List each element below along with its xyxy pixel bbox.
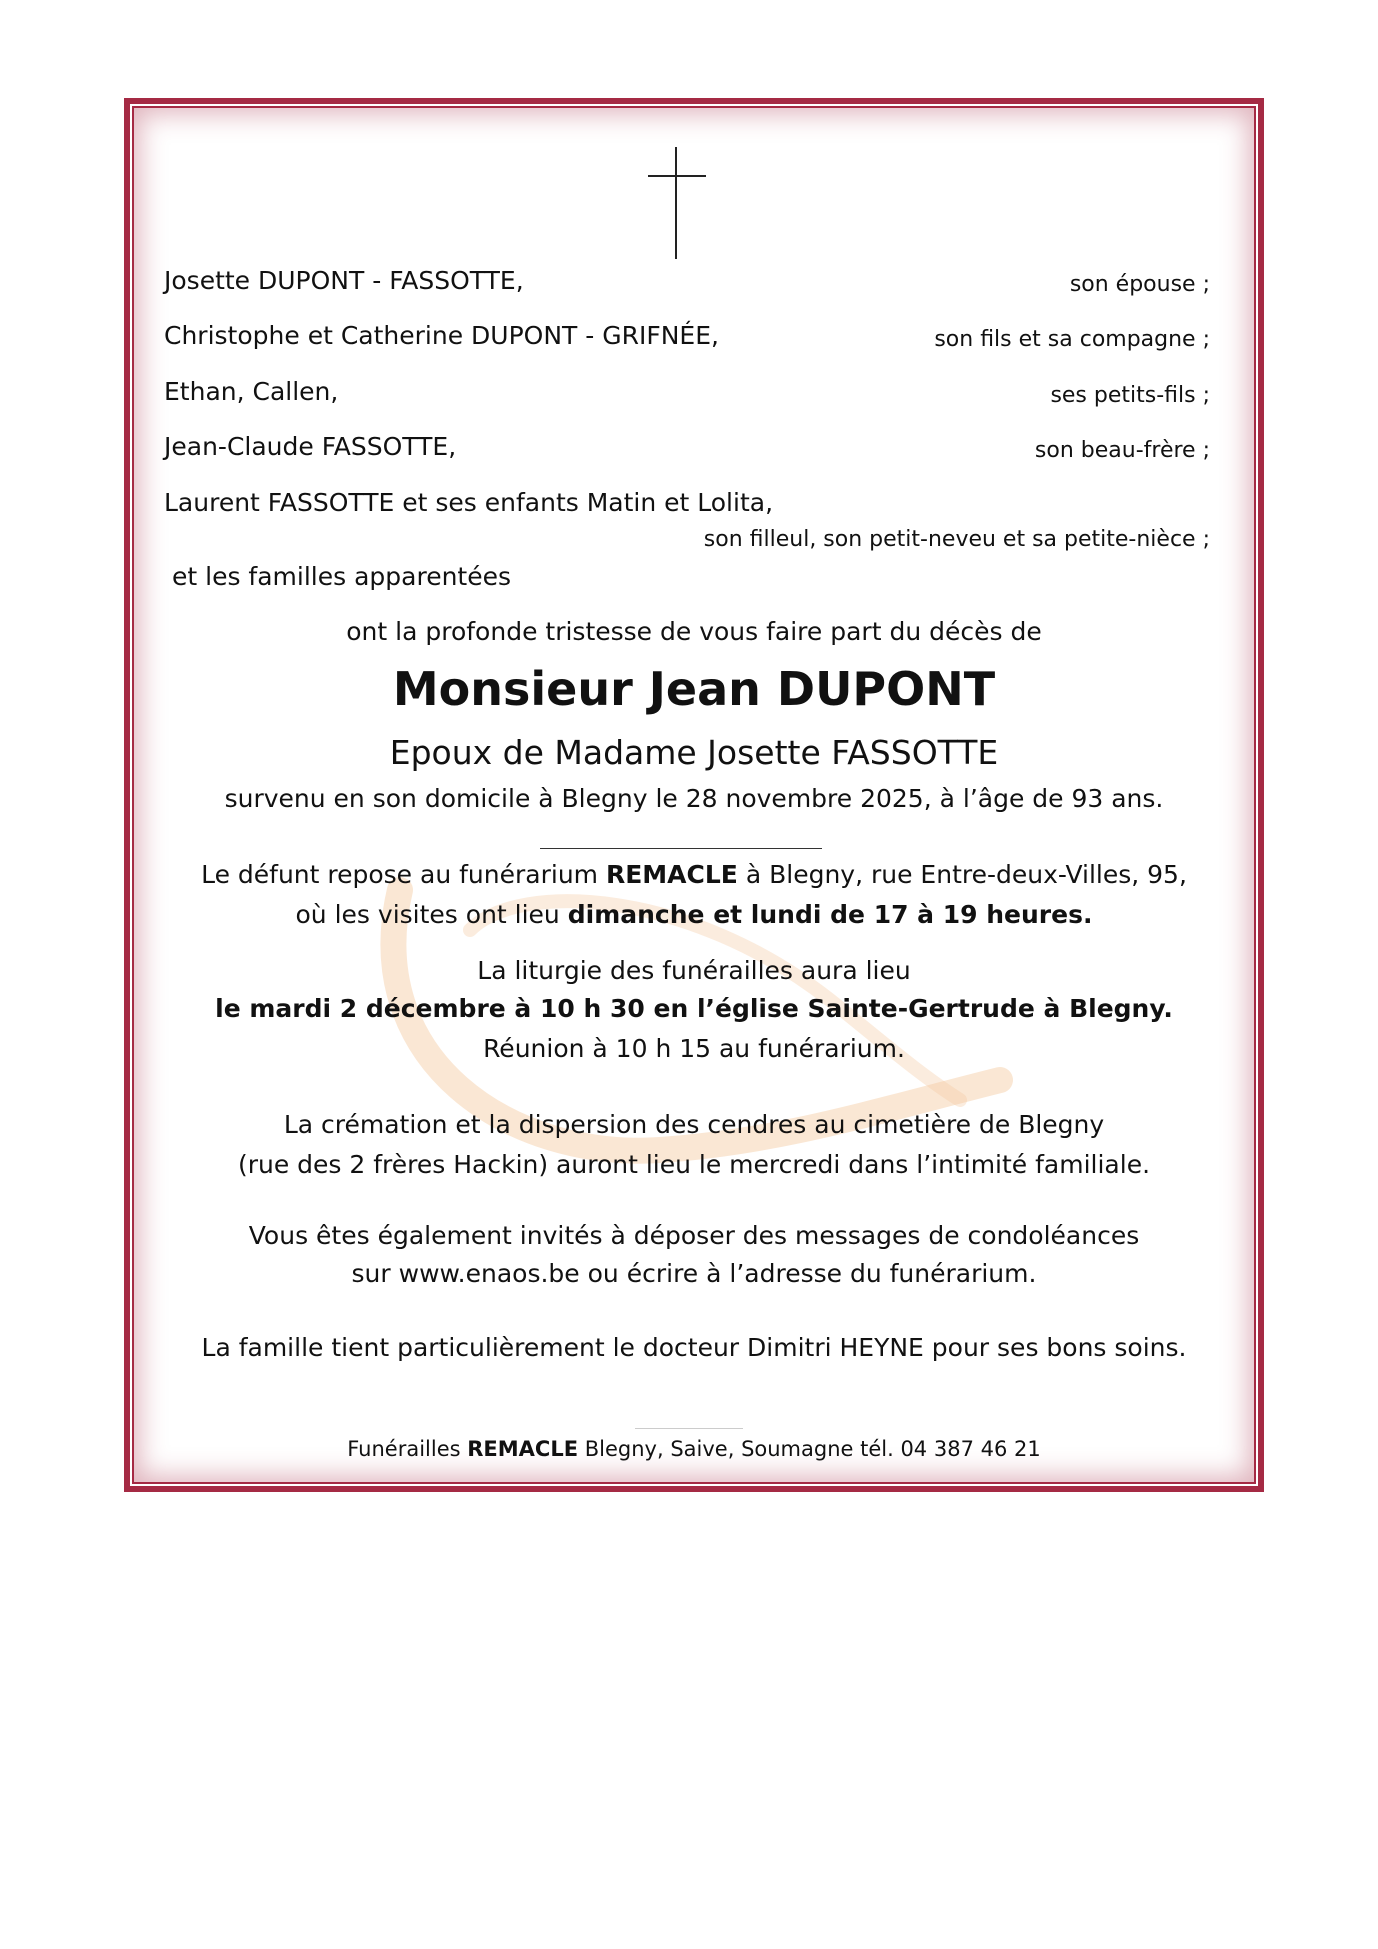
death-details: survenu en son domicile à Blegny le 28 novembre 2025, à l’âge de 93 ans. bbox=[224, 784, 1164, 813]
deceased-name: Monsieur Jean DUPONT bbox=[392, 662, 996, 716]
liturgy-date: le mardi 2 décembre à 10 h 30 en l’église Sainte-Gertrude à Blegny. bbox=[215, 994, 1173, 1023]
families-text: et les familles apparentées bbox=[172, 562, 512, 591]
cross-icon bbox=[648, 147, 706, 259]
family-name: Laurent FASSOTTE et ses enfants Matin et Lolita, bbox=[164, 488, 774, 517]
cremation-line: La crémation et la dispersion des cendres au cimetière de Blegny bbox=[283, 1110, 1105, 1139]
separator-line bbox=[540, 848, 822, 849]
repose-line: Le défunt repose au funérarium REMACLE à Blegny, rue Entre-deux-Villes, 95, bbox=[201, 860, 1187, 889]
family-name: Jean-Claude FASSOTTE, bbox=[164, 432, 457, 461]
family-relation: son beau-frère ; bbox=[1034, 438, 1210, 463]
condolences-line: Vous êtes également invités à déposer des messages de condoléances bbox=[248, 1221, 1140, 1250]
liturgy-line: La liturgie des funérailles aura lieu bbox=[477, 956, 911, 985]
footer: Funérailles REMACLE Blegny, Saive, Soumagne tél. 04 387 46 21 bbox=[347, 1437, 1041, 1461]
family-name: Christophe et Catherine DUPONT - GRIFNÉE, bbox=[164, 321, 719, 350]
intro-text: ont la profonde tristesse de vous faire part du décès de bbox=[346, 617, 1042, 646]
family-relation: son filleul, son petit-neveu et sa petite-nièce ; bbox=[703, 527, 1210, 552]
family-name: Josette DUPONT - FASSOTTE, bbox=[164, 266, 524, 295]
visits-line: où les visites ont lieu dimanche et lundi de 17 à 19 heures. bbox=[295, 900, 1093, 929]
cremation-line: (rue des 2 frères Hackin) auront lieu le mercredi dans l’intimité familiale. bbox=[237, 1150, 1151, 1179]
spouse-line: Epoux de Madame Josette FASSOTTE bbox=[389, 733, 999, 772]
condolences-line: sur www.enaos.be ou écrire à l’adresse du funérarium. bbox=[351, 1259, 1037, 1288]
liturgy-meeting: Réunion à 10 h 15 au funérarium. bbox=[483, 1034, 905, 1063]
footer-separator bbox=[635, 1428, 743, 1429]
thanks-line: La famille tient particulièrement le docteur Dimitri HEYNE pour ses bons soins. bbox=[201, 1333, 1187, 1362]
family-relation: son fils et sa compagne ; bbox=[934, 327, 1210, 352]
family-relation: ses petits-fils ; bbox=[1050, 383, 1210, 408]
family-relation: son épouse ; bbox=[1069, 272, 1210, 297]
family-name: Ethan, Callen, bbox=[164, 377, 339, 406]
